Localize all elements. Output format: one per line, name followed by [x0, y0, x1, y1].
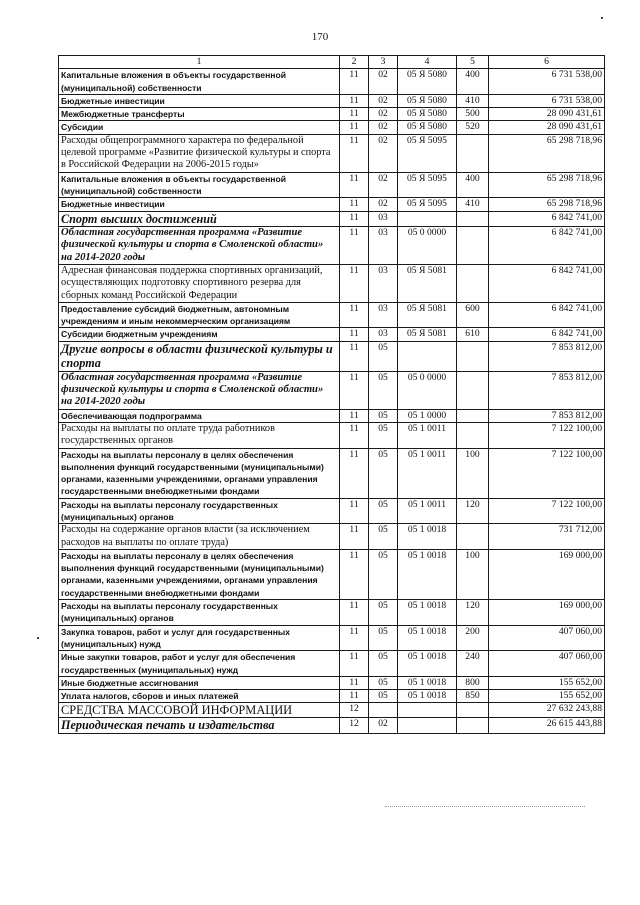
- row-section: 11: [340, 676, 369, 689]
- row-amount: 7 853 812,00: [489, 409, 605, 422]
- row-subsection: 03: [369, 302, 398, 328]
- row-amount: 6 842 741,00: [489, 328, 605, 341]
- row-section: 11: [340, 172, 369, 198]
- row-target-code: 05 Я 5081: [398, 264, 457, 302]
- row-subsection: 05: [369, 676, 398, 689]
- row-description: Адресная финансовая поддержка спортивных организаций, осуществляющих подготовку спортивного резерва для сборных команд Российской Федерации: [59, 264, 340, 302]
- row-section: 11: [340, 121, 369, 134]
- table-row: [59, 134, 605, 172]
- col-header: 1: [59, 56, 340, 69]
- table-row: [59, 718, 605, 734]
- row-expense-type: 500: [457, 108, 489, 121]
- row-subsection: 03: [369, 211, 398, 227]
- row-description: Уплата налогов, сборов и иных платежей: [59, 690, 340, 703]
- row-subsection: 02: [369, 121, 398, 134]
- row-amount: 7 122 100,00: [489, 422, 605, 448]
- table-row: [59, 198, 605, 211]
- row-section: 11: [340, 198, 369, 211]
- table-row: [59, 302, 605, 328]
- row-amount: 6 731 538,00: [489, 94, 605, 107]
- row-amount: 6 842 741,00: [489, 211, 605, 227]
- row-target-code: 05 1 0018: [398, 625, 457, 651]
- row-expense-type: 410: [457, 94, 489, 107]
- row-description: Бюджетные инвестиции: [59, 94, 340, 107]
- row-description: Предоставление субсидий бюджетным, автономным учреждениям и иным некоммерческим организациям: [59, 302, 340, 328]
- row-subsection: 02: [369, 94, 398, 107]
- row-amount: 6 842 741,00: [489, 264, 605, 302]
- row-amount: 407 060,00: [489, 651, 605, 677]
- scan-speck: [37, 637, 39, 639]
- row-subsection: 02: [369, 198, 398, 211]
- row-subsection: 02: [369, 172, 398, 198]
- row-section: 11: [340, 328, 369, 341]
- row-amount: 65 298 718,96: [489, 172, 605, 198]
- row-amount: 6 842 741,00: [489, 227, 605, 265]
- table-row: [59, 448, 605, 498]
- row-target-code: [398, 211, 457, 227]
- row-amount: 407 060,00: [489, 625, 605, 651]
- row-target-code: 05 1 0000: [398, 409, 457, 422]
- table-row: [59, 94, 605, 107]
- table-row: [59, 211, 605, 227]
- row-section: 11: [340, 341, 369, 371]
- row-subsection: 02: [369, 108, 398, 121]
- row-amount: 731 712,00: [489, 524, 605, 550]
- row-amount: 169 000,00: [489, 600, 605, 626]
- row-amount: 7 122 100,00: [489, 498, 605, 524]
- scan-artifact-line: [385, 806, 585, 807]
- table-row: [59, 371, 605, 409]
- row-expense-type: 120: [457, 600, 489, 626]
- row-subsection: 03: [369, 227, 398, 265]
- row-section: 11: [340, 227, 369, 265]
- row-section: 11: [340, 651, 369, 677]
- row-section: 11: [340, 625, 369, 651]
- row-target-code: [398, 341, 457, 371]
- row-subsection: 02: [369, 69, 398, 95]
- table-row: [59, 108, 605, 121]
- row-expense-type: 100: [457, 549, 489, 599]
- row-subsection: 03: [369, 328, 398, 341]
- row-target-code: 05 0 0000: [398, 371, 457, 409]
- row-section: 11: [340, 524, 369, 550]
- table-row: [59, 172, 605, 198]
- row-expense-type: 600: [457, 302, 489, 328]
- row-description: Обеспечивающая подпрограмма: [59, 409, 340, 422]
- table-row: [59, 651, 605, 677]
- row-expense-type: 850: [457, 690, 489, 703]
- row-section: 11: [340, 371, 369, 409]
- row-expense-type: 400: [457, 172, 489, 198]
- table-row: [59, 422, 605, 448]
- row-amount: 65 298 718,96: [489, 198, 605, 211]
- row-amount: 7 853 812,00: [489, 341, 605, 371]
- row-target-code: 05 Я 5095: [398, 198, 457, 211]
- row-target-code: [398, 718, 457, 734]
- row-expense-type: 410: [457, 198, 489, 211]
- row-expense-type: [457, 211, 489, 227]
- col-header: 2: [340, 56, 369, 69]
- row-section: 11: [340, 549, 369, 599]
- row-target-code: 05 1 0011: [398, 422, 457, 448]
- page-number: 170: [311, 31, 329, 43]
- row-expense-type: 520: [457, 121, 489, 134]
- row-subsection: 05: [369, 600, 398, 626]
- row-expense-type: [457, 409, 489, 422]
- row-amount: 155 652,00: [489, 676, 605, 689]
- row-target-code: 05 Я 5081: [398, 328, 457, 341]
- row-description: Периодическая печать и издательства: [59, 718, 340, 734]
- row-section: 11: [340, 302, 369, 328]
- row-description: Иные закупки товаров, работ и услуг для обеспечения государственных (муниципальных) нужд: [59, 651, 340, 677]
- row-description: Капитальные вложения в объекты государственной (муниципальной) собственности: [59, 172, 340, 198]
- row-subsection: 05: [369, 651, 398, 677]
- row-expense-type: [457, 524, 489, 550]
- row-target-code: 05 Я 5095: [398, 172, 457, 198]
- row-subsection: 05: [369, 371, 398, 409]
- row-section: 12: [340, 703, 369, 718]
- table-row: [59, 264, 605, 302]
- row-section: 11: [340, 94, 369, 107]
- row-expense-type: 800: [457, 676, 489, 689]
- row-target-code: 05 Я 5080: [398, 69, 457, 95]
- row-subsection: 05: [369, 448, 398, 498]
- row-target-code: 05 1 0018: [398, 676, 457, 689]
- table-row: [59, 69, 605, 95]
- row-section: 11: [340, 264, 369, 302]
- col-header: 3: [369, 56, 398, 69]
- row-description: Расходы на выплаты персоналу государственных (муниципальных) органов: [59, 600, 340, 626]
- row-amount: 6 731 538,00: [489, 69, 605, 95]
- row-expense-type: [457, 422, 489, 448]
- table-row: [59, 121, 605, 134]
- row-subsection: 02: [369, 134, 398, 172]
- row-target-code: 05 1 0011: [398, 448, 457, 498]
- row-target-code: 05 Я 5080: [398, 121, 457, 134]
- row-amount: 155 652,00: [489, 690, 605, 703]
- row-description: Бюджетные инвестиции: [59, 198, 340, 211]
- row-expense-type: 100: [457, 448, 489, 498]
- row-expense-type: 610: [457, 328, 489, 341]
- table-row: [59, 600, 605, 626]
- row-subsection: [369, 703, 398, 718]
- row-target-code: 05 1 0018: [398, 524, 457, 550]
- row-target-code: 05 1 0018: [398, 600, 457, 626]
- row-subsection: 05: [369, 341, 398, 371]
- table-row: [59, 524, 605, 550]
- row-description: Субсидии: [59, 121, 340, 134]
- table-row: [59, 409, 605, 422]
- table-row: [59, 498, 605, 524]
- row-expense-type: [457, 341, 489, 371]
- row-amount: 169 000,00: [489, 549, 605, 599]
- row-description: Расходы на выплаты персоналу в целях обеспечения выполнения функций государственными (муниципальными) органами, казенными учреждениями, органами управления государственными внебюджетными фондами: [59, 549, 340, 599]
- row-expense-type: 400: [457, 69, 489, 95]
- row-amount: 26 615 443,88: [489, 718, 605, 734]
- row-subsection: 05: [369, 524, 398, 550]
- row-description: Другие вопросы в области физической культуры и спорта: [59, 341, 340, 371]
- row-section: 11: [340, 448, 369, 498]
- row-amount: 7 122 100,00: [489, 448, 605, 498]
- row-section: 11: [340, 409, 369, 422]
- row-target-code: 05 1 0018: [398, 651, 457, 677]
- row-expense-type: [457, 703, 489, 718]
- row-target-code: 05 0 0000: [398, 227, 457, 265]
- row-section: 12: [340, 718, 369, 734]
- table-header-row: [59, 56, 605, 69]
- col-header: 6: [489, 56, 605, 69]
- row-subsection: 05: [369, 690, 398, 703]
- col-header: 5: [457, 56, 489, 69]
- row-section: 11: [340, 211, 369, 227]
- row-description: Иные бюджетные ассигнования: [59, 676, 340, 689]
- row-subsection: 05: [369, 549, 398, 599]
- row-description: Расходы на выплаты персоналу в целях обеспечения выполнения функций государственными (муниципальными) органами, казенными учреждениями, органами управления государственными внебюджетными фондами: [59, 448, 340, 498]
- row-description: Межбюджетные трансферты: [59, 108, 340, 121]
- table-row: [59, 341, 605, 371]
- row-target-code: 05 Я 5095: [398, 134, 457, 172]
- row-target-code: 05 Я 5081: [398, 302, 457, 328]
- row-subsection: 05: [369, 422, 398, 448]
- row-expense-type: 240: [457, 651, 489, 677]
- row-subsection: 03: [369, 264, 398, 302]
- row-section: 11: [340, 134, 369, 172]
- row-target-code: 05 Я 5080: [398, 94, 457, 107]
- row-section: 11: [340, 422, 369, 448]
- row-section: 11: [340, 108, 369, 121]
- budget-table: [58, 55, 605, 734]
- row-description: Расходы на выплаты по оплате труда работников государственных органов: [59, 422, 340, 448]
- row-amount: 28 090 431,61: [489, 121, 605, 134]
- table-row: [59, 328, 605, 341]
- row-description: Закупка товаров, работ и услуг для государственных (муниципальных) нужд: [59, 625, 340, 651]
- row-expense-type: [457, 264, 489, 302]
- row-description: Расходы на выплаты персоналу государственных (муниципальных) органов: [59, 498, 340, 524]
- row-section: 11: [340, 69, 369, 95]
- scan-speck: [601, 17, 603, 19]
- row-expense-type: [457, 371, 489, 409]
- row-target-code: 05 1 0018: [398, 690, 457, 703]
- row-amount: 7 853 812,00: [489, 371, 605, 409]
- row-amount: 6 842 741,00: [489, 302, 605, 328]
- table-row: [59, 703, 605, 718]
- table-row: [59, 676, 605, 689]
- row-subsection: 05: [369, 409, 398, 422]
- row-expense-type: 120: [457, 498, 489, 524]
- row-description: Спорт высших достижений: [59, 211, 340, 227]
- row-target-code: 05 Я 5080: [398, 108, 457, 121]
- row-subsection: 02: [369, 718, 398, 734]
- row-subsection: 05: [369, 498, 398, 524]
- row-description: Областная государственная программа «Развитие физической культуры и спорта в Смоленской области» на 2014-2020 годы: [59, 371, 340, 409]
- row-subsection: 05: [369, 625, 398, 651]
- table-row: [59, 625, 605, 651]
- row-target-code: 05 1 0011: [398, 498, 457, 524]
- row-target-code: 05 1 0018: [398, 549, 457, 599]
- row-section: 11: [340, 690, 369, 703]
- table-row: [59, 690, 605, 703]
- row-amount: 27 632 243,88: [489, 703, 605, 718]
- row-target-code: [398, 703, 457, 718]
- row-expense-type: [457, 227, 489, 265]
- row-description: Капитальные вложения в объекты государственной (муниципальной) собственности: [59, 69, 340, 95]
- row-amount: 65 298 718,96: [489, 134, 605, 172]
- row-expense-type: 200: [457, 625, 489, 651]
- row-description: Областная государственная программа «Развитие физической культуры и спорта в Смоленской области» на 2014-2020 годы: [59, 227, 340, 265]
- row-expense-type: [457, 134, 489, 172]
- col-header: 4: [398, 56, 457, 69]
- table-row: [59, 549, 605, 599]
- row-section: 11: [340, 498, 369, 524]
- row-description: СРЕДСТВА МАССОВОЙ ИНФОРМАЦИИ: [59, 703, 340, 718]
- row-amount: 28 090 431,61: [489, 108, 605, 121]
- row-description: Расходы общепрограммного характера по федеральной целевой программе «Развитие физической культуры и спорта в Российской Федерации на 2006-2015 годы»: [59, 134, 340, 172]
- row-description: Расходы на содержание органов власти (за исключением расходов на выплаты по оплате труда): [59, 524, 340, 550]
- table-row: [59, 227, 605, 265]
- row-description: Субсидии бюджетным учреждениям: [59, 328, 340, 341]
- row-expense-type: [457, 718, 489, 734]
- row-section: 11: [340, 600, 369, 626]
